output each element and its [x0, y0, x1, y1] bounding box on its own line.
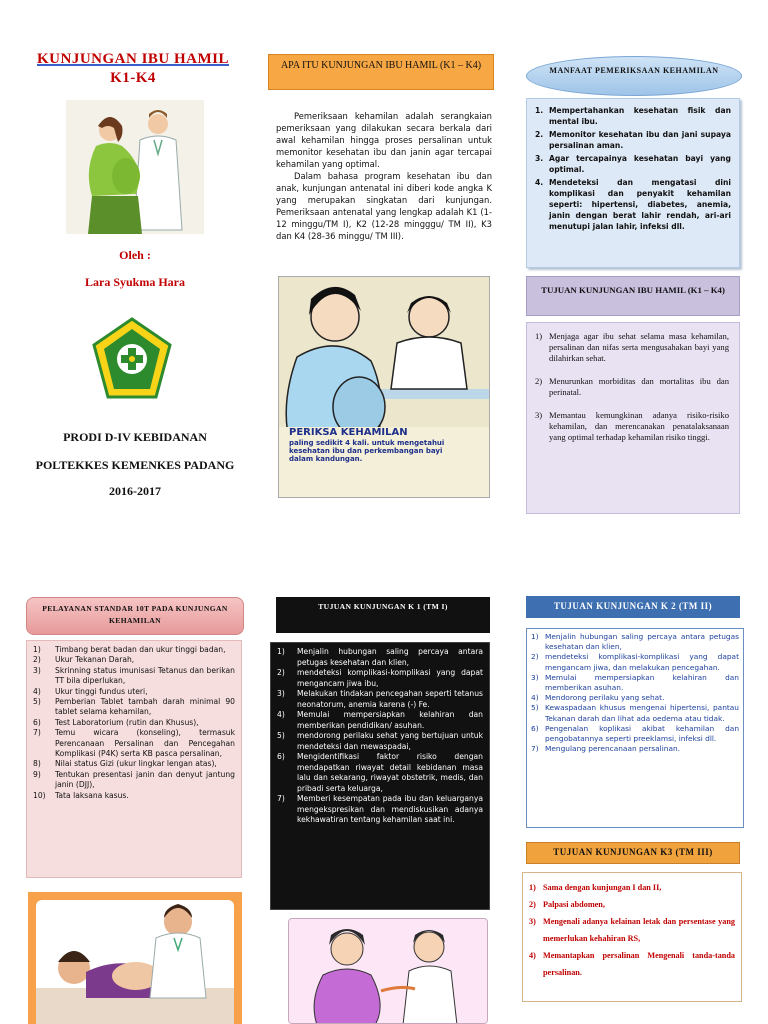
k1-list [270, 642, 490, 910]
list-item: 7) Memberi kesempatan pada ibu dan keluarganya mengekspresikan dan mendiskusikan adanya kekhawatiran tentang kehamilan saat ini. [277, 794, 483, 824]
list-item: 3) Memantau kemungkinan adanya risiko-risiko kehamilan, dan merencanakan penatalaksanaan yang optimal terhadap kehamilan risiko tinggi. [535, 410, 729, 442]
pregnant-check-cartoon [288, 918, 488, 1024]
pelayanan-heading: PELAYANAN STANDAR 10T PADA KUNJUNGAN KEHAMILAN [26, 597, 244, 635]
list-item: 6) Test Laboratorium (rutin dan Khusus), [33, 717, 199, 727]
list-item: 7) Mengulang perencanaan persalinan. [531, 744, 681, 754]
manfaat-heading: MANFAAT PEMERIKSAAN KEHAMILAN [526, 56, 742, 96]
list-item: 1) Menjaga agar ibu sehat selama masa kehamilan, persalinan dan nifas serta mengusahakan bayi yang dilahirkan sehat. [535, 331, 729, 363]
list-item: 3) Memulai mempersiapkan kelahiran dan memberikan asuhan. [531, 672, 739, 693]
poltekkes-logo [90, 317, 174, 401]
list-item: 6) Pengenalan koplikasi akibat kehamilan dan pengobatannya seperti preeklamsi, infeksi dll. [531, 723, 739, 744]
list-item: 6) Mengidentifikasi faktor risiko dengan mendapatkan riwayat detail kebidanan masa lalu dan sekarang, riwayat obstetrik, medis, dan pribadi serta keluarga, [277, 752, 483, 793]
k2-heading: TUJUAN KUNJUNGAN K 2 (TM II) [526, 596, 740, 618]
periksa-kehamilan-poster [278, 276, 490, 498]
apa-paragraph-1: Pemeriksaan kehamilan adalah serangkaian pemeriksaan yang dilakukan secara berkala dari awal kehamilan hingga proses persalinan untuk memonitor kesehatan ibu dan janin agar tercapai kehamilan yang optimal. [276, 111, 492, 169]
midwife-examination-illustration [28, 892, 242, 1024]
list-item: 3) Mengenali adanya kelainan letak dan persentase yang memerlukan kehahiran RS, [529, 917, 735, 943]
list-item: 2) mendeteksi komplikasi-komplikasi yang dapat mengancam jiwa, dan melakukan pencegahan. [531, 652, 739, 672]
k2-list [526, 628, 744, 828]
k3-list [522, 872, 742, 1002]
cover-title [28, 50, 238, 88]
list-item: 8) Nilai status Gizi (ukur lingkar lengan atas), [33, 759, 217, 769]
apa-paragraph-2: Dalam bahasa program kesehatan ibu dan anak, kunjungan antenatal ini diberi kode angka K yang merupakan singkatan dari kunjungan. Pemeriksaan antenatal yang lengkap adalah K1 (1-12 minggu/TM I), K2 (12-28 mingggu/ TM II), K3 dan K4 (28-36 minggu/ TM III). [276, 171, 492, 241]
academic-year: 2016-2017 [109, 484, 161, 498]
list-item: 4) Mendorong perilaku yang sehat. [531, 693, 665, 703]
k3-heading: TUJUAN KUNJUNGAN K3 (TM III) [526, 842, 740, 864]
list-item: 4) Memulai mempersiapkan kelahiran dan memberikan pendidikan/ asuhan. [277, 710, 483, 730]
list-item: 3) Melakukan tindakan pencegahan seperti tetanus neonatorum, anemia karena (-) Fe. [277, 689, 483, 709]
list-item: 2) Menurunkan morbiditas dan mortalitas ibu dan perinatal. [535, 376, 729, 397]
list-item: 7) Temu wicara (konseling), termasuk Perencanaan Persalinan dan Pencegahan Komplikasi (P4K) serta KB pasca persalinan, [33, 728, 235, 759]
k1-heading: TUJUAN KUNJUNGAN K 1 (TM I) [276, 597, 490, 633]
poster-caption: paling sedikit 4 kali. untuk mengetahui kesehatan ibu dan perkembangan bayi dalam kandungan. [289, 439, 445, 463]
list-item: 10) Tata laksana kasus. [33, 790, 129, 800]
author-label: Oleh : [119, 248, 151, 262]
list-item: 4) Memantapkan persalinan Mengenali tanda-tanda persalinan. [529, 951, 735, 977]
list-item: 1) Menjalin hubungan saling percaya antara petugas kesehatan dan klien, [277, 647, 483, 667]
cover-title-line2: K1-K4 [110, 70, 156, 86]
list-item: 1. Mempertahankan kesehatan fisik dan mental ibu. [535, 106, 731, 126]
list-item: 1) Sama dengan kunjungan I dan II, [529, 883, 662, 892]
program-name: PRODI D-IV KEBIDANAN [63, 430, 207, 444]
list-item: 4) Ukur tinggi fundus uteri, [33, 686, 148, 696]
list-item: 4. Mendeteksi dan mengatasi dini komplikasi dan penyakit kehamilan seperti: hipertensi, diabetes, anemia, janin dengan berat lahir rendah, ari-ari menutupi jalan lahir, infeksi dll. [535, 178, 731, 231]
tujuan-list [526, 322, 740, 514]
list-item: 9) Tentukan presentasi janin dan denyut jantung janin (DJJ), [33, 769, 235, 790]
tujuan-heading: TUJUAN KUNJUNGAN IBU HAMIL (K1 – K4) [526, 276, 740, 316]
list-item: 1) Timbang berat badan dan ukur tinggi badan, [33, 645, 226, 654]
list-item: 2) Palpasi abdomen, [529, 900, 605, 909]
list-item: 3. Agar tercapainya kesehatan bayi yang optimal. [535, 154, 731, 174]
list-item: 5) Pemberian Tablet tambah darah minimal 90 tablet selama kehamilan, [33, 697, 235, 717]
list-item: 3) Skrinning status imunisasi Tetanus dan berikan TT bila diperlukan, [33, 665, 235, 686]
apa-description [276, 110, 492, 242]
manfaat-list [526, 98, 740, 268]
author-name: Lara Syukma Hara [84, 275, 185, 289]
list-item: 5) mendorong perilaku sehat yang bertujuan untuk mendeteksi dan mewaspadai, [277, 731, 483, 751]
list-item: 2) Ukur Tekanan Darah, [33, 655, 135, 665]
apa-heading: APA ITU KUNJUNGAN IBU HAMIL (K1 – K4) [268, 54, 494, 90]
institution-name: POLTEKKES KEMENKES PADANG [35, 458, 235, 472]
cover-title-line1: KUNJUNGAN IBU HAMIL [36, 51, 229, 67]
list-item: 1) Menjalin hubungan saling percaya antara petugas kesehatan dan klien, [531, 632, 739, 652]
list-item: 5) Kewaspadaan khusus mengenai hipertensi, pantau Tekanan darah dan lihat ada oedema atau tidak. [531, 703, 739, 723]
poster-title: PERIKSA KEHAMILAN [289, 427, 408, 438]
pregnant-woman-doctor-illustration [66, 100, 204, 234]
list-item: 2. Memonitor kesehatan ibu dan jani supaya persalinan aman. [535, 130, 731, 150]
pelayanan-list [26, 640, 242, 878]
list-item: 2) mendeteksi komplikasi-komplikasi yang dapat mengancam jiwa ibu, [277, 668, 483, 688]
